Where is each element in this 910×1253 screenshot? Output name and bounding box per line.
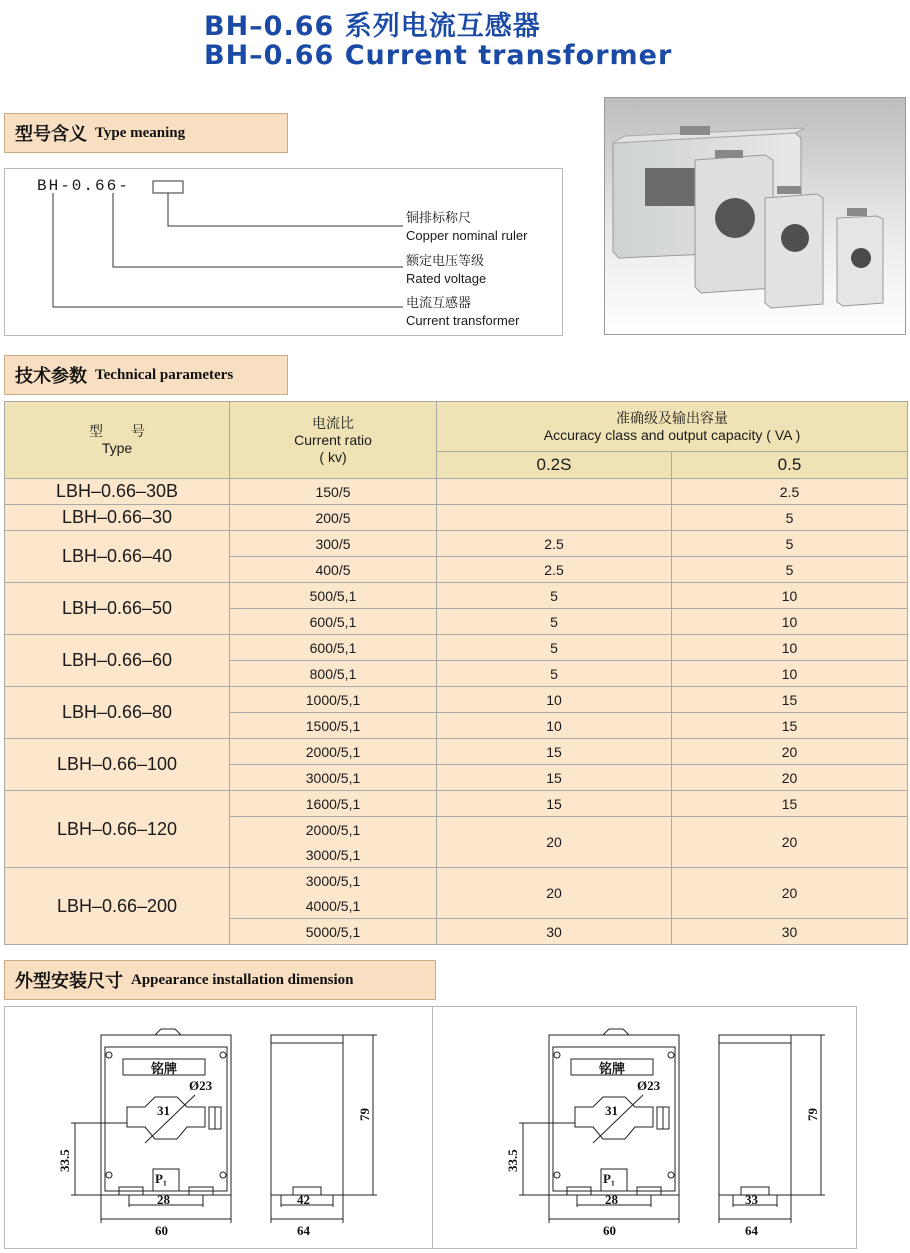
value-05-cell: 10 <box>672 609 908 635</box>
type-meaning-heading <box>4 113 288 153</box>
ratio-cell: 200/5 <box>230 505 437 531</box>
table-row <box>5 583 908 609</box>
type-cell: LBH–0.66–80 <box>5 687 230 739</box>
item-2-en: Rated voltage <box>406 271 487 286</box>
tech-params-table <box>4 401 908 945</box>
dim-335-label: 33.5 <box>505 1149 520 1172</box>
type-code: BH-0.66- <box>37 177 130 195</box>
value-05-cell: 20 <box>672 817 908 868</box>
heading-en: Type meaning <box>95 124 186 141</box>
heading-zh: 技术参数 <box>15 366 87 387</box>
ratio-cell: 3000/5,1 <box>230 842 437 868</box>
dim-60-label: 60 <box>603 1223 616 1238</box>
value-02s-cell: 15 <box>437 791 672 817</box>
value-02s-cell: 20 <box>437 817 672 868</box>
ratio-cell: 3000/5,1 <box>230 868 437 894</box>
ratio-cell: 4000/5,1 <box>230 893 437 919</box>
col-type-zh: 型 号 <box>89 423 145 439</box>
diameter-label: Ø23 <box>637 1078 661 1093</box>
nameplate-label: 铭牌 <box>599 1061 626 1076</box>
value-02s-cell: 30 <box>437 919 672 945</box>
ratio-cell: 800/5,1 <box>230 661 437 687</box>
value-02s-cell: 10 <box>437 687 672 713</box>
ratio-cell: 2000/5,1 <box>230 739 437 765</box>
dim-31-label: 31 <box>605 1103 618 1118</box>
dim-28-label: 28 <box>157 1192 170 1207</box>
type-cell: LBH–0.66–30B <box>5 479 230 505</box>
type-cell: LBH–0.66–200 <box>5 868 230 945</box>
item-2-zh: 额定电压等级 <box>406 253 485 268</box>
tech-params-heading <box>4 355 288 395</box>
value-02s-cell: 5 <box>437 635 672 661</box>
table-row <box>5 687 908 713</box>
col-accuracy-zh: 准确级及输出容量 <box>616 409 728 426</box>
type-cell: LBH–0.66–100 <box>5 739 230 791</box>
value-05-cell: 20 <box>672 868 908 919</box>
drawing-left-svg <box>5 1007 432 1248</box>
page-title-zh: BH–0.66 系列电流互感器 <box>204 11 541 42</box>
type-meaning-box <box>4 168 563 336</box>
value-05-cell: 15 <box>672 687 908 713</box>
col-ratio-header <box>230 402 437 479</box>
value-05-cell: 20 <box>672 739 908 765</box>
table-row <box>5 479 908 505</box>
nameplate-label: 铭牌 <box>151 1061 178 1076</box>
item-3-zh: 电流互感器 <box>406 295 472 310</box>
value-02s-cell: 2.5 <box>437 531 672 557</box>
ratio-cell: 500/5,1 <box>230 583 437 609</box>
p1-label: P₁ <box>155 1171 167 1186</box>
heading-en: Technical parameters <box>95 366 234 383</box>
p1-label: P₁ <box>603 1171 615 1186</box>
dimension-heading <box>4 960 436 1000</box>
ratio-cell: 600/5,1 <box>230 635 437 661</box>
value-02s-cell: 5 <box>437 609 672 635</box>
value-02s-cell: 5 <box>437 583 672 609</box>
type-cell: LBH–0.66–60 <box>5 635 230 687</box>
value-02s-cell: 20 <box>437 868 672 919</box>
col-accuracy-header <box>437 402 908 452</box>
col-ratio-unit: ( kv) <box>319 448 347 465</box>
dim-42-label: 42 <box>297 1192 310 1207</box>
item-3-en: Current transformer <box>406 313 520 328</box>
transformer-photo-illustration <box>605 98 905 334</box>
type-cell: LBH–0.66–50 <box>5 583 230 635</box>
dimension-drawing-right <box>432 1006 857 1249</box>
page-title-en: BH–0.66 Current transformer <box>204 40 673 71</box>
col-05-header: 0.5 <box>672 452 908 479</box>
value-05-cell: 15 <box>672 791 908 817</box>
table-row <box>5 739 908 765</box>
value-02s-cell <box>437 479 672 505</box>
value-02s-cell: 15 <box>437 765 672 791</box>
type-cell: LBH–0.66–120 <box>5 791 230 868</box>
value-05-cell: 5 <box>672 505 908 531</box>
product-photo <box>604 97 906 335</box>
type-cell: LBH–0.66–30 <box>5 505 230 531</box>
col-type-header <box>5 402 230 479</box>
col-02s-header: 0.2S <box>437 452 672 479</box>
item-1-zh: 铜排标称尺 <box>406 210 472 225</box>
value-02s-cell: 15 <box>437 739 672 765</box>
table-row <box>5 531 908 557</box>
value-05-cell: 10 <box>672 583 908 609</box>
col-accuracy-en: Accuracy class and output capacity ( VA ) <box>543 426 801 443</box>
col-ratio-en: Current ratio <box>294 431 372 448</box>
value-05-cell: 15 <box>672 713 908 739</box>
value-05-cell: 30 <box>672 919 908 945</box>
ratio-cell: 400/5 <box>230 557 437 583</box>
dim-79-label: 79 <box>357 1108 372 1121</box>
ratio-cell: 150/5 <box>230 479 437 505</box>
value-02s-cell: 5 <box>437 661 672 687</box>
ratio-cell: 5000/5,1 <box>230 919 437 945</box>
heading-zh: 型号含义 <box>15 124 87 145</box>
ratio-cell: 1600/5,1 <box>230 791 437 817</box>
dim-31-label: 31 <box>157 1103 170 1118</box>
type-cell: LBH–0.66–40 <box>5 531 230 583</box>
ratio-cell: 300/5 <box>230 531 437 557</box>
value-02s-cell: 10 <box>437 713 672 739</box>
table-row <box>5 505 908 531</box>
ratio-cell: 600/5,1 <box>230 609 437 635</box>
value-02s-cell: 2.5 <box>437 557 672 583</box>
table-row <box>5 635 908 661</box>
ratio-cell: 2000/5,1 <box>230 817 437 843</box>
dim-28-label: 28 <box>605 1192 618 1207</box>
ratio-cell: 3000/5,1 <box>230 765 437 791</box>
heading-zh: 外型安装尺寸 <box>15 971 123 992</box>
dim-64-label: 64 <box>297 1223 310 1238</box>
value-05-cell: 10 <box>672 635 908 661</box>
value-05-cell: 10 <box>672 661 908 687</box>
dim-64-label: 64 <box>745 1223 758 1238</box>
heading-en: Appearance installation dimension <box>131 971 354 988</box>
value-02s-cell <box>437 505 672 531</box>
dim-335-label: 33.5 <box>57 1149 72 1172</box>
item-1-en: Copper nominal ruler <box>406 228 528 243</box>
table-row <box>5 868 908 894</box>
ratio-cell: 1500/5,1 <box>230 713 437 739</box>
table-row <box>5 791 908 817</box>
col-type-en: Type <box>101 440 133 456</box>
dimension-drawing-left <box>4 1006 433 1249</box>
drawing-right-svg <box>433 1007 856 1248</box>
value-05-cell: 20 <box>672 765 908 791</box>
value-05-cell: 5 <box>672 531 908 557</box>
value-05-cell: 5 <box>672 557 908 583</box>
value-05-cell: 2.5 <box>672 479 908 505</box>
diameter-label: Ø23 <box>189 1078 213 1093</box>
dim-33-label: 33 <box>745 1192 758 1207</box>
dim-79-label: 79 <box>805 1108 820 1121</box>
ratio-cell: 1000/5,1 <box>230 687 437 713</box>
col-ratio-zh: 电流比 <box>312 414 354 431</box>
dim-60-label: 60 <box>155 1223 168 1238</box>
